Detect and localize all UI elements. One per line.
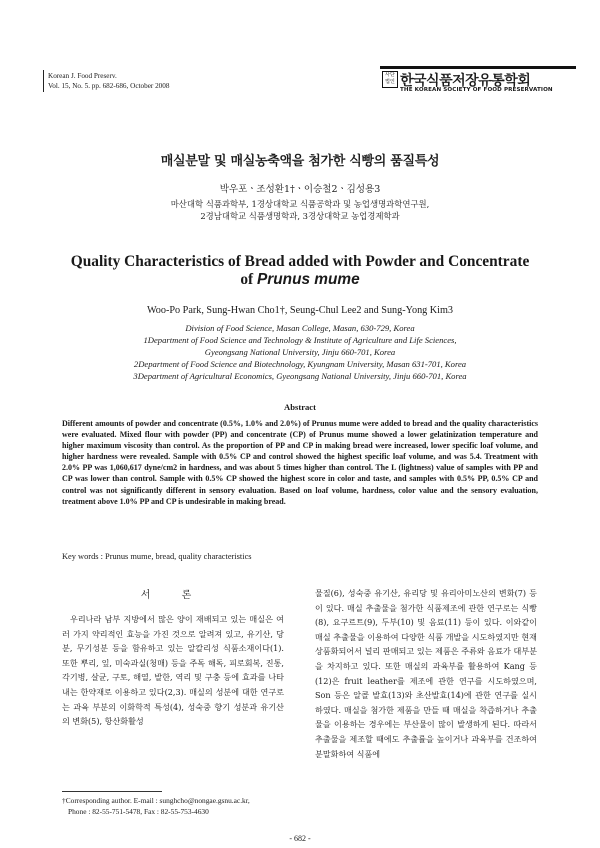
footnote [62, 796, 302, 817]
abstract-heading: Abstract [284, 402, 316, 412]
footnote-corresponding: †Corresponding author. E-mail : sunghcho@nongae.gsnu.ac.kr, [62, 796, 250, 805]
header-divider [43, 70, 44, 92]
abstract-text: Different amounts of powder and concentrate (0.5%, 1.0% and 2.0%) of Prunus mume were added to bread and the quality characteristics were evaluated. Mixed flour with powder (PP) and concentrate (CP) of Prunus mume showed a lower gelatinization temperature and higher maximum viscosity than control. As the proportion of PP and CP in making bread were increased, lower specific loaf volume, and higher hardness were revealed. Sample with 0.5% CP and control showed the highest specific loaf volume, and was 5.4. Treatment with 2.0% PP was 1,060,617 dyne/cm2 in hardness, and was about 5 times higher than control. The L (lightness) value of samples with PP and CP was lower than control. Sample with 0.5% CP showed the highest score in color and taste, and samples with 0.5% PP, 0.5% CP and control was not significantly different in sensory evaluation. Based on loaf volume, hardness, color value and the sensory evaluation, treatment above 1.0% PP and CP is undesirable in making bread. [62, 419, 538, 506]
body-paragraph-left: 우리나라 남부 지방에서 많은 양이 재배되고 있는 매실은 여러 가지 약리적인 효능을 가진 것으로 알려져 있고, 유기산, 당분, 무기성분 등을 함유하고 있는 알칼리성 식품소재이다(1). 또한 뿌리, 잎, 미숙과실(청매) 등을 주독 해독, 피로회복, 진통, 각기병, 살균, 구토, 해열, 발한, 역리 및 구충 등에 효과를 나타내는 한약재로 이용하고 있다(2,3). 매실의 성분에 대한 연구로는 과육 부분의 이화학적 특성(4), 성숙중 향기 성분과 유기산의 변화(5), 항산화활성 [62, 614, 284, 727]
english-title-species: Prunus mume [257, 271, 360, 288]
english-title-of: of [240, 271, 258, 288]
english-authors: Woo-Po Park, Sung-Hwan Cho1†, Seung-Chul Lee2 and Sung-Yong Kim3 [146, 305, 454, 316]
society-name-english: THE KOREAN SOCIETY OF FOOD PRESERVATION [400, 87, 553, 93]
korean-title: 매실분말 및 매실농축액을 첨가한 식빵의 품질특성 [160, 154, 440, 169]
english-title [40, 253, 560, 289]
journal-volume: Vol. 15, No. 5. pp. 682-686, October 2008 [48, 81, 170, 90]
society-logo-bar [380, 66, 576, 69]
english-title-line2 [40, 271, 560, 289]
journal-citation [48, 72, 169, 91]
keywords-list: Prunus mume, bread, quality characteristics [105, 552, 252, 561]
footnote-contact: Phone : 82-55-751-5478, Fax : 82-55-753-4630 [68, 806, 209, 816]
korean-affiliation-1: 마산대학 식품과학부, 1경상대학교 식품공학과 및 농업생명과학연구원, [170, 199, 430, 209]
section-heading-introduction: 서 론 [140, 590, 206, 601]
english-affiliation-0: Division of Food Science, Masan College, Masan, 630-729, Korea [185, 323, 415, 333]
english-title-line1: Quality Characteristics of Bread added with Powder and Concentrate [70, 253, 530, 270]
keywords-label: Key words : [62, 552, 106, 561]
english-affiliation-4: 3Department of Agricultural Economics, Gyeongsang National University, Jinju 660-701, Korea [133, 371, 467, 381]
page-number: - 682 - [289, 834, 311, 843]
body-column-left [62, 612, 284, 729]
korean-affiliation-2: 2경남대학교 식품생명학과, 3경상대학교 농업경제학과 [200, 211, 400, 221]
korean-authors: 박우포ㆍ조성환1†ㆍ이승철2ㆍ김성용3 [219, 184, 381, 195]
society-name-korean: 한국식품저장유통학회 [400, 73, 531, 89]
english-affiliation-1: 1Department of Food Science and Technology & Institute of Agriculture and Life Sciences, [143, 335, 457, 345]
society-mark: 사단법인 [382, 71, 398, 88]
journal-name: Korean J. Food Preserv. [48, 72, 117, 80]
english-affiliation-2: Gyeongsang National University, Jinju 660-701, Korea [204, 347, 396, 357]
body-column-right [315, 586, 537, 761]
footnote-rule [62, 791, 162, 792]
english-affiliation-3: 2Department of Food Science and Biotechnology, Kyungnam University, Masan 631-701, Korea [133, 359, 467, 369]
keywords [62, 552, 252, 561]
body-paragraph-right: 물질(6), 성숙중 유기산, 유리당 및 유리아미노산의 변화(7) 등이 있다. 매실 추출물을 첨가한 식품제조에 관한 연구로는 식빵(8), 요구르트(9), 두부(10) 및 음료(11) 등이 있다. 이와같이 매실 추출물을 이용하여 다양한 식품 개발을 시도하였지만 현재 상품화되어서 널리 판매되고 있는 제품은 주류와 음료가 대부분을 차지하고 있다. 또한 매실의 과육부를 활용하여 Kang 등(12)은 fruit leather를 제조에 관한 연구를 시도하였으며, Son 등은 알콜 발효(13)와 초산발효(14)에 관한 연구를 실시하였다. 매실을 첨가한 제품을 만들 때 매실을 착즙하거나 추출물을 이용하는 경우에는 부산물이 많이 발생하게 된다. 따라서 추출물을 제조할 때에도 추출률을 높이거나 과육부를 건조하여 분말화하여 식품에 [315, 588, 537, 759]
